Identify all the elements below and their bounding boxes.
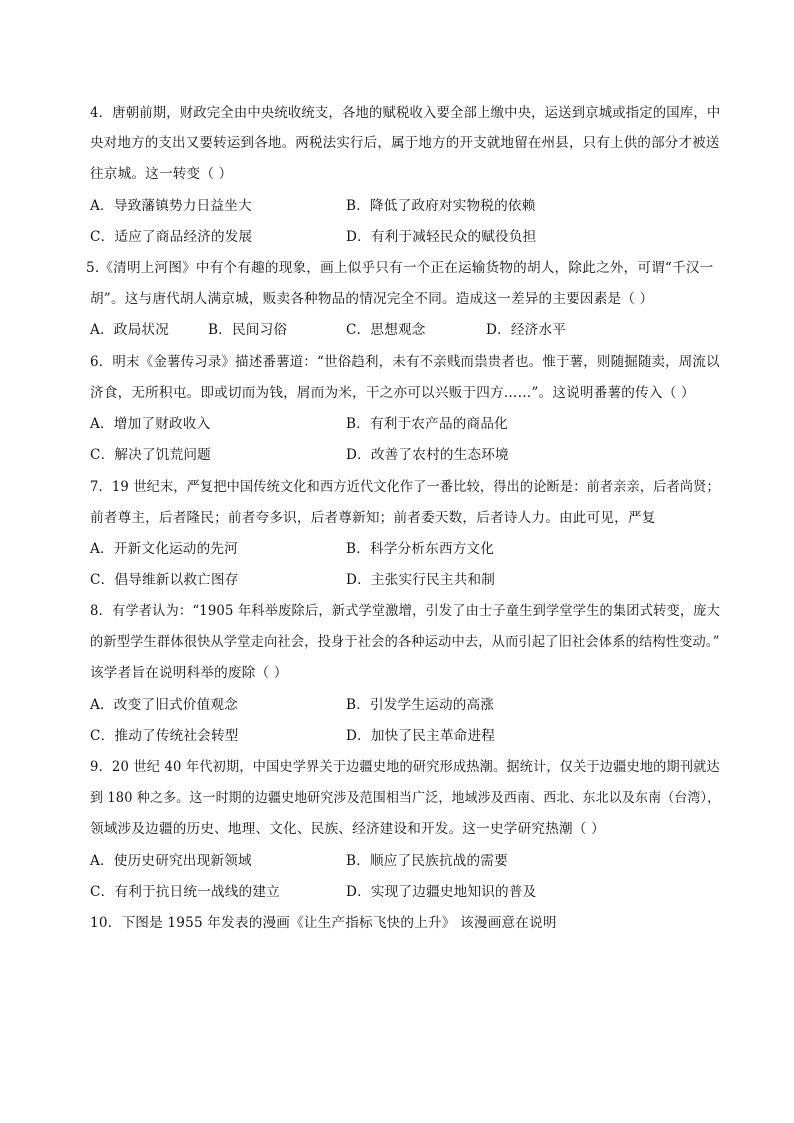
q8-stem-line-1: 8．有学者认为：“1905 年科举废除后，新式学堂激增，引发了由士子童生到学堂学生的集团式转变，庞大 bbox=[90, 603, 721, 619]
q8-stem-line-2: 的新型学生群体很快从学堂走向社会，投身于社会的各种运动中去，从而引起了旧社会体系的结构性变动。” bbox=[90, 634, 720, 650]
q9-option-d: D．实现了边疆史地知识的普及 bbox=[346, 884, 537, 900]
q9-stem-line-2: 到 180 种之多。这一时期的边疆史地研究涉及范围相当广泛，地域涉及西南、西北、东北以及东南（台湾）， bbox=[90, 790, 721, 806]
q5-option-b: B．民间习俗 bbox=[208, 322, 288, 338]
q9-option-c: C．有利于抗日统一战线的建立 bbox=[90, 884, 280, 900]
q5-stem-line-2: 胡”。这与唐代胡人满京城，贩卖各种物品的情况完全不同。造成这一差异的主要因素是（ ） bbox=[90, 291, 654, 307]
q8-stem-line-3: 该学者旨在说明科举的废除（ ） bbox=[90, 665, 288, 681]
q8-option-b: B．引发学生运动的高涨 bbox=[346, 697, 495, 713]
q4-option-b: B．降低了政府对实物税的依赖 bbox=[346, 198, 536, 214]
q4-stem-line-1: 4．唐朝前期，财政完全由中央统收统支，各地的赋税收入要全部上缴中央，运送到京城或指定的国库，中 bbox=[90, 105, 721, 121]
q5-option-d: D．经济水平 bbox=[486, 322, 567, 338]
q10-stem-line-1: 10．下图是 1955 年发表的漫画《让生产指标飞快的上升》 该漫画意在说明 bbox=[90, 915, 557, 931]
q7-stem-line-2: 前者尊主，后者隆民；前者夸多识，后者尊新知；前者委天数，后者诗人力。由此可见，严复 bbox=[90, 510, 656, 526]
q6-stem-line-2: 济食，无所积屯。即或切而为钱，屑而为米，干之亦可以兴贩于四方……”。这说明番薯的传入（ ） bbox=[90, 385, 695, 401]
q4-option-d: D．有利于减轻民众的赋役负担 bbox=[346, 229, 537, 245]
q5-option-a: A．政局状况 bbox=[90, 322, 169, 338]
q9-stem-line-1: 9．20 世纪 40 年代初期，中国史学界关于边疆史地的研究形成热潮。据统计，仅关于边疆史地的期刊就达 bbox=[90, 759, 720, 775]
q6-stem-line-1: 6．明末《金薯传习录》描述番薯道：“世俗趋利，未有不亲贱而祟贵者也。惟于薯，则随掘随卖，周流以 bbox=[90, 354, 720, 370]
q6-option-a: A．增加了财政收入 bbox=[90, 416, 211, 432]
q6-option-d: D．改善了农村的生态环境 bbox=[346, 447, 509, 463]
q8-option-a: A．改变了旧式价值观念 bbox=[90, 697, 238, 713]
q4-stem-line-3: 往京城。这一转变（ ） bbox=[90, 166, 233, 182]
q6-option-b: B．有利于农产品的商品化 bbox=[346, 416, 508, 432]
q5-stem-line-1: 5.《清明上河图》中有个有趣的现象，画上似乎只有一个正在运输货物的胡人，除此之外，可谓“千汉一 bbox=[86, 260, 714, 276]
q9-option-a: A．使历史研究出现新领域 bbox=[90, 853, 252, 869]
q4-option-c: C．适应了商品经济的发展 bbox=[90, 229, 253, 245]
q7-option-b: B．科学分析东西方文化 bbox=[346, 541, 495, 557]
q9-option-b: B．顺应了民族抗战的需要 bbox=[346, 853, 508, 869]
q7-option-d: D．主张实行民主共和制 bbox=[346, 572, 496, 588]
q5-option-c: C．思想观念 bbox=[346, 322, 426, 338]
q8-option-c: C．推动了传统社会转型 bbox=[90, 728, 239, 744]
q8-option-d: D．加快了民主革命进程 bbox=[346, 728, 496, 744]
q6-option-c: C．解决了饥荒问题 bbox=[90, 447, 211, 463]
q4-stem-line-2: 央对地方的支出又要转运到各地。两税法实行后，属于地方的开支就地留在州县，只有上供的部分才被送 bbox=[90, 135, 720, 151]
q9-stem-line-3: 领域涉及边疆的历史、地理、文化、民族、经济建设和开发。这一史学研究热潮（ ） bbox=[90, 821, 605, 837]
q7-option-c: C．倡导维新以救亡图存 bbox=[90, 572, 239, 588]
q7-stem-line-1: 7．19 世纪末，严复把中国传统文化和西方近代文化作了一番比较，得出的论断是：前者亲亲，后者尚贤； bbox=[90, 479, 720, 495]
q7-option-a: A．开新文化运动的先河 bbox=[90, 541, 238, 557]
q4-option-a: A．导致藩镇势力日益坐大 bbox=[90, 198, 252, 214]
